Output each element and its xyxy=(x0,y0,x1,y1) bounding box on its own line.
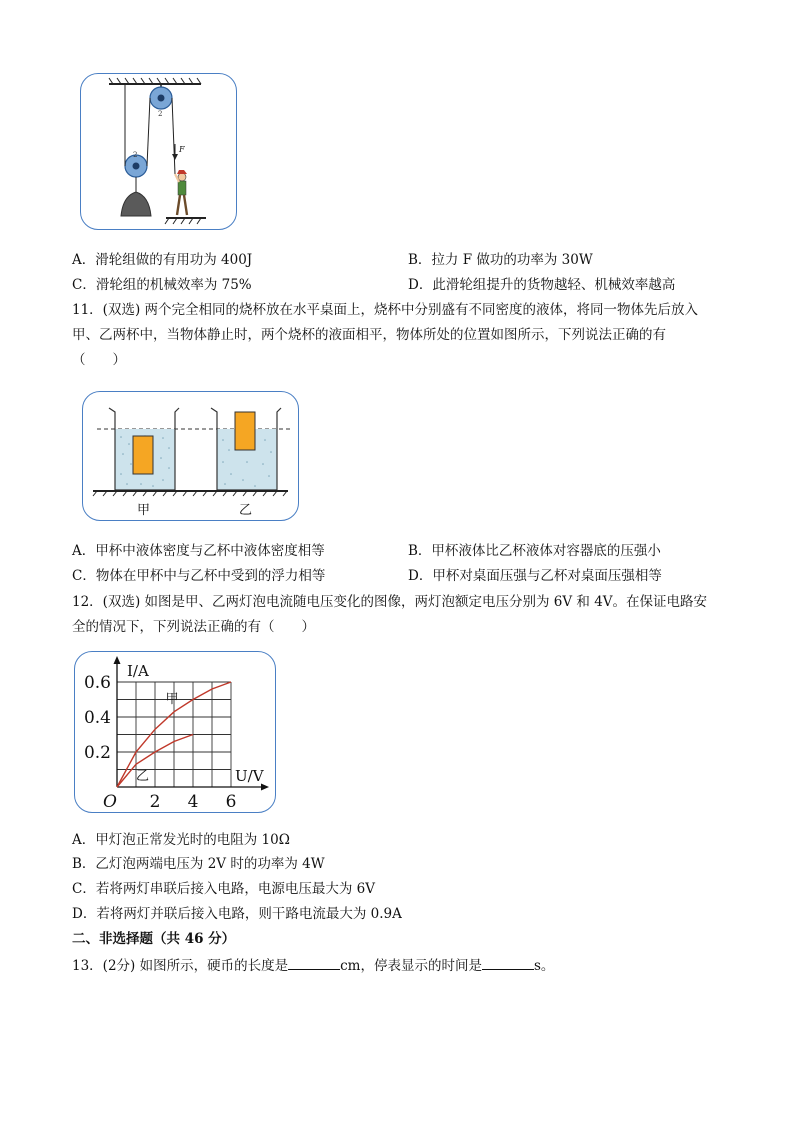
label-yi: 乙 xyxy=(239,503,253,518)
q12-option-c: C．若将两灯串联后接入电路，电源电压最大为 6V xyxy=(72,881,375,897)
x-tick-label: 4 xyxy=(187,792,199,812)
pulley-diagram xyxy=(81,74,236,229)
pulley-bottom-label: 2 xyxy=(133,151,138,159)
q11-stem-line2: 甲、乙两杯中，当物体静止时，两个烧杯的液面相平，物体所处的位置如图所示，下列说法正确的有 xyxy=(72,327,666,343)
q12-stem-line1: 12．(双选) 如图是甲、乙两灯泡电流随电压变化的图像，两灯泡额定电压分别为 6V 和 4V。在保证电路安 xyxy=(72,594,708,610)
y-tick-label: 0.6 xyxy=(83,673,111,693)
q11-option-c: C．物体在甲杯中与乙杯中受到的浮力相等 xyxy=(72,568,326,584)
object-left xyxy=(133,436,153,474)
x-tick-label: 6 xyxy=(225,792,237,812)
q11-stem-line1: 11．(双选) 两个完全相同的烧杯放在水平桌面上，烧杯中分别盛有不同密度的液体，将同一物体先后放入 xyxy=(72,302,699,318)
x-axis-label: U/V xyxy=(235,767,264,785)
q12-stem-line2: 全的情况下，下列说法正确的有（ ） xyxy=(72,619,315,635)
y-axis-label: I/A xyxy=(127,662,149,680)
load-rock xyxy=(121,192,151,216)
q13-part2: cm，停表显示的时间是 xyxy=(340,958,482,974)
origin-label: O xyxy=(103,792,117,812)
q10-option-b: B．拉力 F 做功的功率为 30W xyxy=(408,252,593,268)
q11-option-d: D．甲杯对桌面压强与乙杯对桌面压强相等 xyxy=(408,568,662,584)
q13-stem xyxy=(72,955,554,976)
beaker-figure xyxy=(82,391,299,521)
y-tick-label: 0.2 xyxy=(83,743,111,763)
series-label-jia: 甲 xyxy=(165,692,179,707)
y-tick-label: 0.4 xyxy=(83,708,111,728)
q13-part1: 13．(2分) 如图所示，硬币的长度是 xyxy=(72,958,289,974)
q12-option-d: D．若将两灯并联后接入电路，则干路电流最大为 0.9A xyxy=(72,906,402,922)
force-label: F xyxy=(179,145,185,154)
pulley-top-label: 2 xyxy=(158,110,163,118)
q10-option-d: D．此滑轮组提升的货物越轻、机械效率越高 xyxy=(408,277,676,293)
section2-title: 二、非选择题（共 46 分） xyxy=(72,931,236,947)
y-axis-arrow xyxy=(114,656,121,664)
pulley-figure xyxy=(80,73,237,230)
x-tick-label: 2 xyxy=(149,792,161,812)
q12-option-b: B．乙灯泡两端电压为 2V 时的功率为 4W xyxy=(72,856,325,872)
q13-part3: s。 xyxy=(533,958,555,974)
q10-option-c: C．滑轮组的机械效率为 75% xyxy=(72,277,252,293)
iu-chart-figure xyxy=(74,651,276,813)
q12-option-a: A．甲灯泡正常发光时的电阻为 10Ω xyxy=(72,832,290,848)
q13-blank-1[interactable] xyxy=(288,955,340,970)
q11-option-a: A．甲杯中液体密度与乙杯中液体密度相等 xyxy=(72,543,325,559)
q11-stem-line3: （ ） xyxy=(72,352,126,368)
iu-chart xyxy=(75,652,275,812)
q10-option-a: A．滑轮组做的有用功为 400J xyxy=(72,252,253,268)
object-right xyxy=(235,412,255,450)
label-jia: 甲 xyxy=(137,503,151,518)
series-label-yi: 乙 xyxy=(136,768,150,784)
q11-option-b: B．甲杯液体比乙杯液体对容器底的压强小 xyxy=(408,543,661,559)
beaker-diagram xyxy=(83,392,298,520)
person-figure xyxy=(175,170,187,215)
q13-blank-2[interactable] xyxy=(482,955,534,970)
